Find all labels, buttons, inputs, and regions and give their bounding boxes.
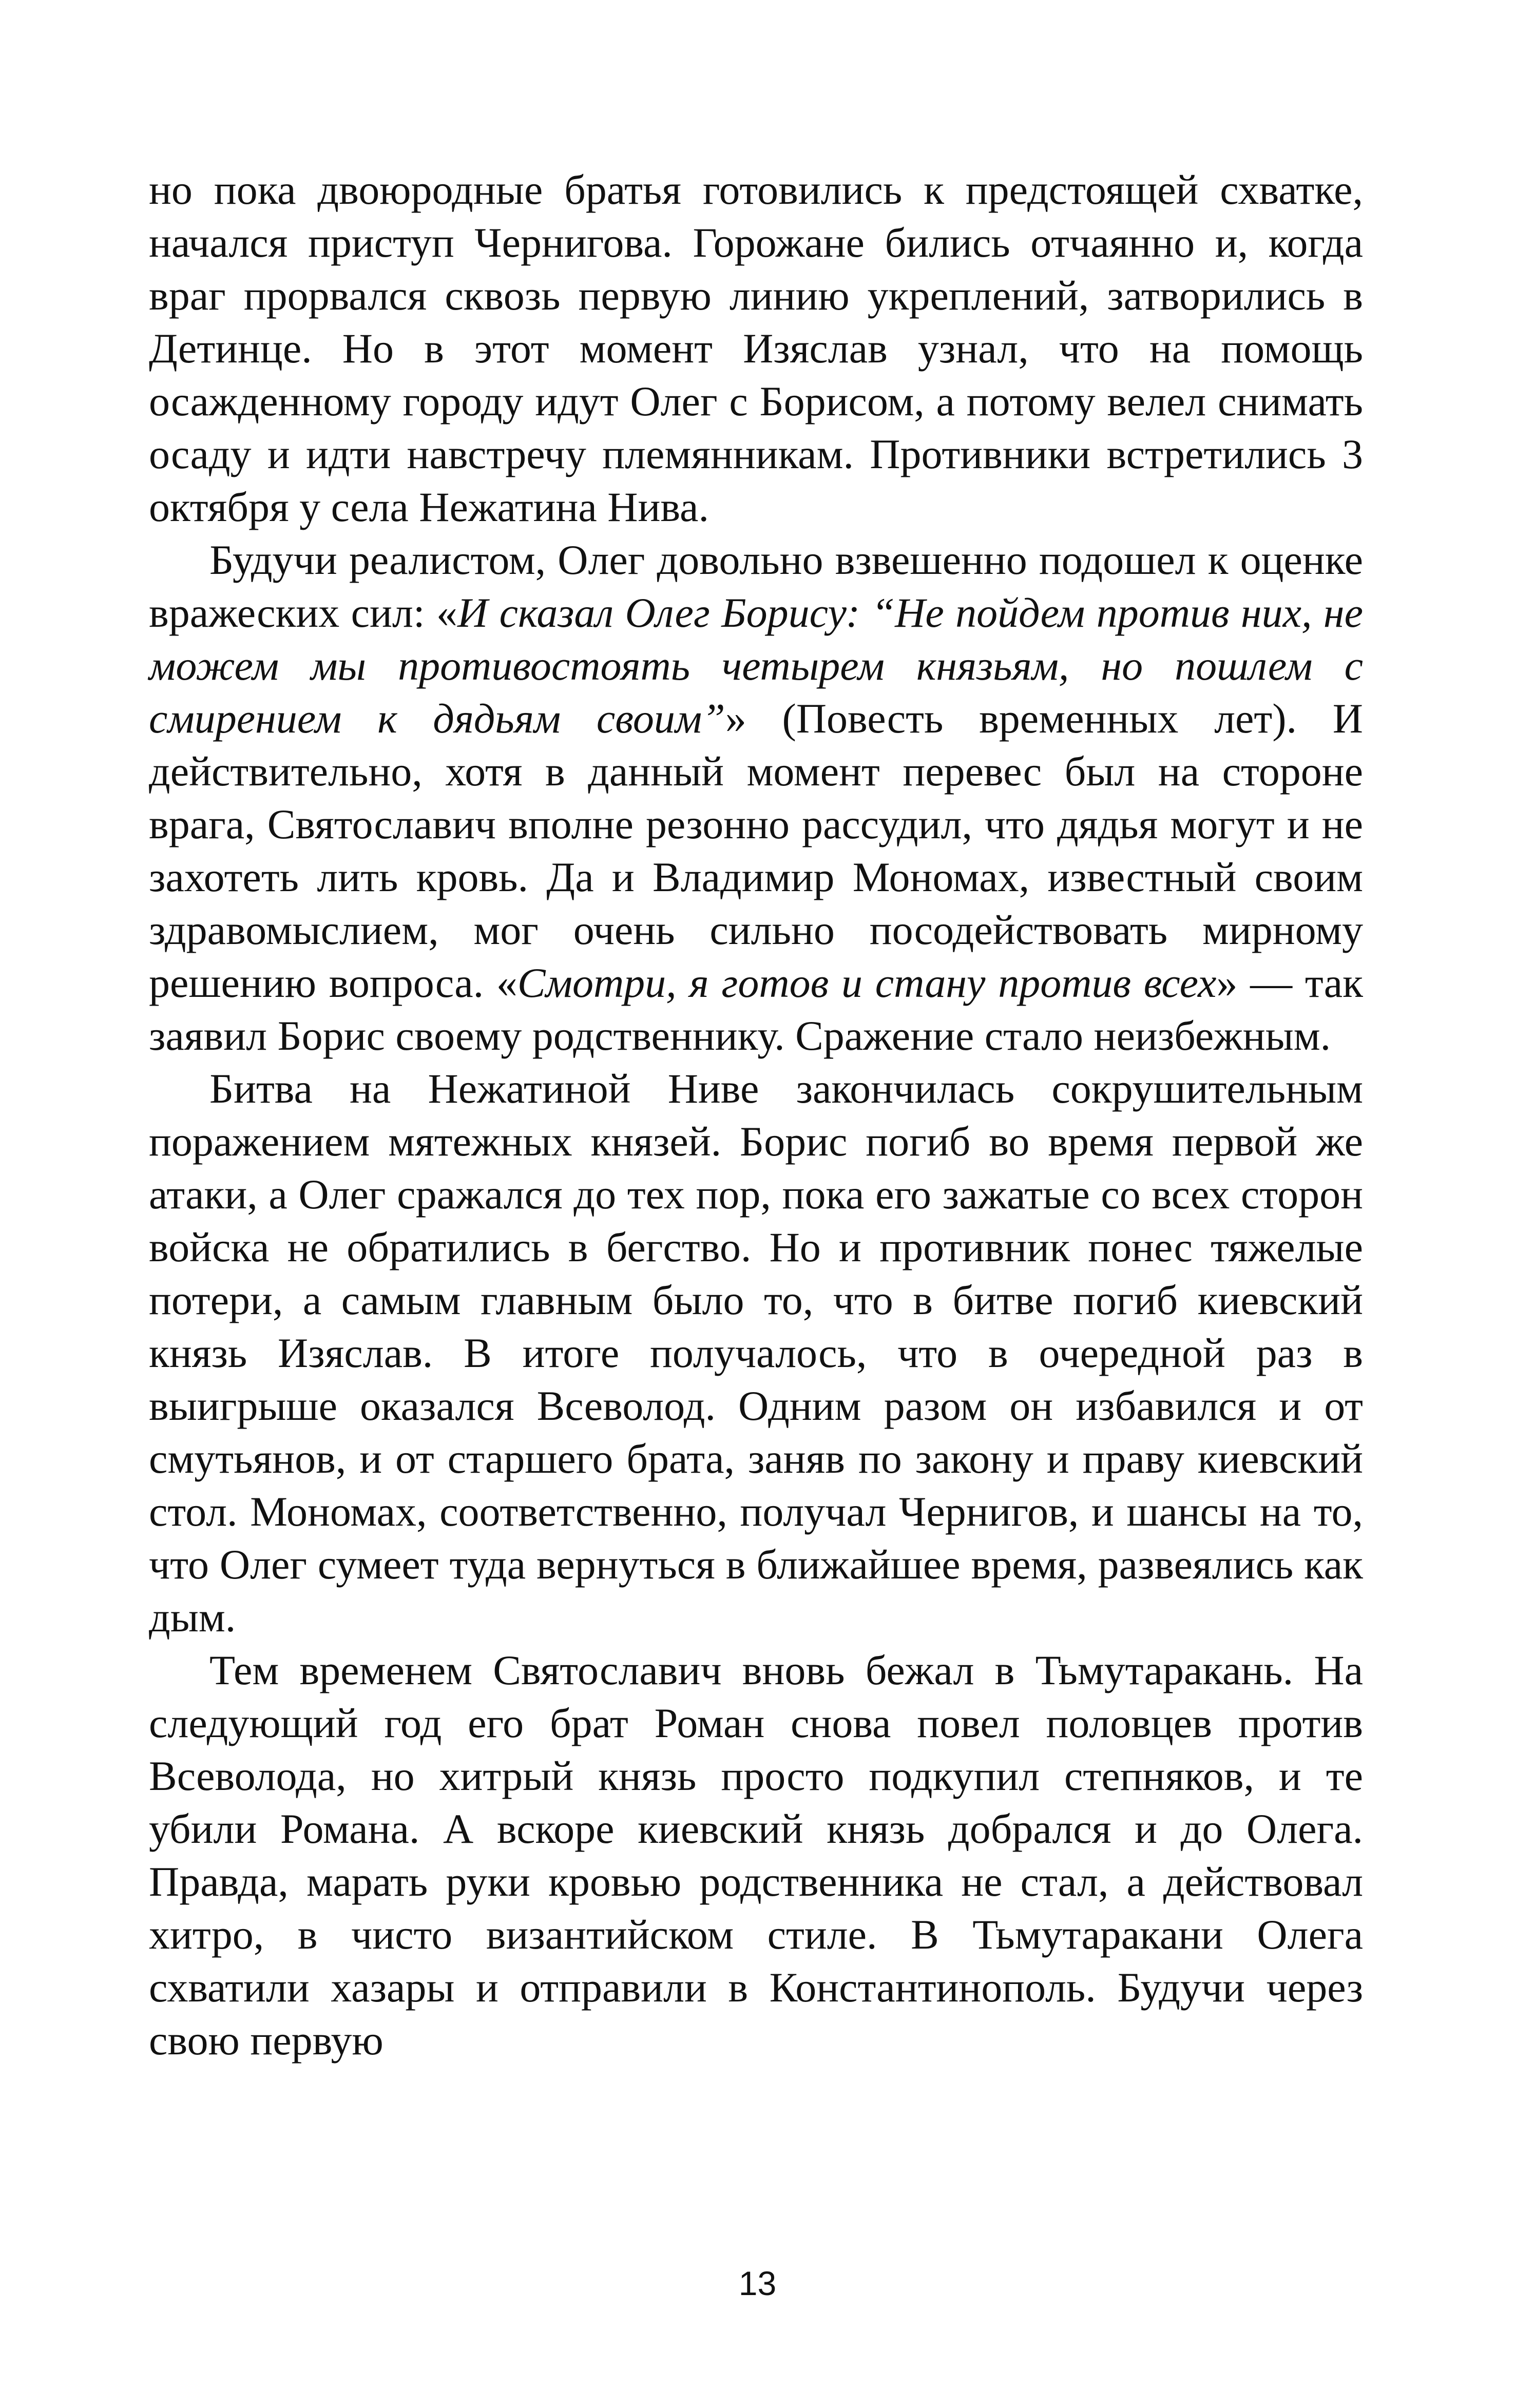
paragraph-2	[149, 533, 1363, 1062]
paragraph-1	[149, 163, 1363, 533]
page-body	[149, 163, 1363, 2067]
paragraph-2-text-c: » — так заявил Борис своему родственнику. Сражение стало неизбежным.	[149, 959, 1364, 1059]
paragraph-2-text-a: Будучи реалистом, Олег довольно взвешенно подошел к оценке вражеских сил: «	[149, 536, 1363, 636]
paragraph-4-text: Тем временем Святославич вновь бежал в Тьмутаракань. На следующий год его брат Роман снова повел половцев против Всеволода, но хитрый князь просто подкупил степняков, и те убили Романа. А вскоре киевский князь добрался и до Олега. Правда, марать руки кровью родственника не стал, а действовал хитро, в чисто византийском стиле. В Тьмутаракани Олега схватили хазары и отправили в Константинополь. Будучи через свою первую	[149, 1647, 1363, 2064]
page-number: 13	[738, 2264, 777, 2302]
paragraph-2-text-b: » (Повесть временных лет). И действительно, хотя в данный момент перевес был на стороне врага, Святославич вполне резонно рассудил, что дядья могут и не захотеть лить кровь. Да и Владимир Мономах, известный своим здравомыслием, мог очень сильно посодействовать мирному решению вопроса. «	[149, 695, 1363, 1006]
paragraph-3	[149, 1062, 1363, 1644]
paragraph-3-text: Битва на Нежатиной Ниве закончилась сокрушительным поражением мятежных князей. Борис погиб во время первой же атаки, а Олег сражался до тех пор, пока его зажатые со всех сторон войска не обратились в бегство. Но и противник понес тяжелые потери, а самым главным было то, что в битве погиб киевский князь Изяслав. В итоге получалось, что в очередной раз в выигрыше оказался Всеволод. Одним разом он избавился и от смутьянов, и от старшего брата, заняв по закону и праву киевский стол. Мономах, соответственно, получал Чернигов, и шансы на то, что Олег сумеет туда вернуться в ближайшее время, развеялись как дым.	[149, 1065, 1363, 1641]
paragraph-2-quote-2: Смотри, я готов и стану против всех	[517, 959, 1217, 1006]
paragraph-4	[149, 1644, 1363, 2067]
paragraph-2-quote-1: И сказал Олег Борису: “Не пойдем против них, не можем мы противостоять четырем князьям, но пошлем с смирением к дядьям своим”	[149, 589, 1363, 742]
paragraph-1-text: но пока двоюродные братья готовились к предстоящей схватке, начался приступ Чернигова. Горожане бились отчаянно и, когда враг прорвался сквозь первую линию укреплений, затворились в Детинце. Но в этот момент Изяслав узнал, что на помощь осажденному городу идут Олег с Борисом, а потому велел снимать осаду и идти навстречу племянникам. Противники встретились 3 октября у села Нежатина Нива.	[149, 166, 1363, 530]
